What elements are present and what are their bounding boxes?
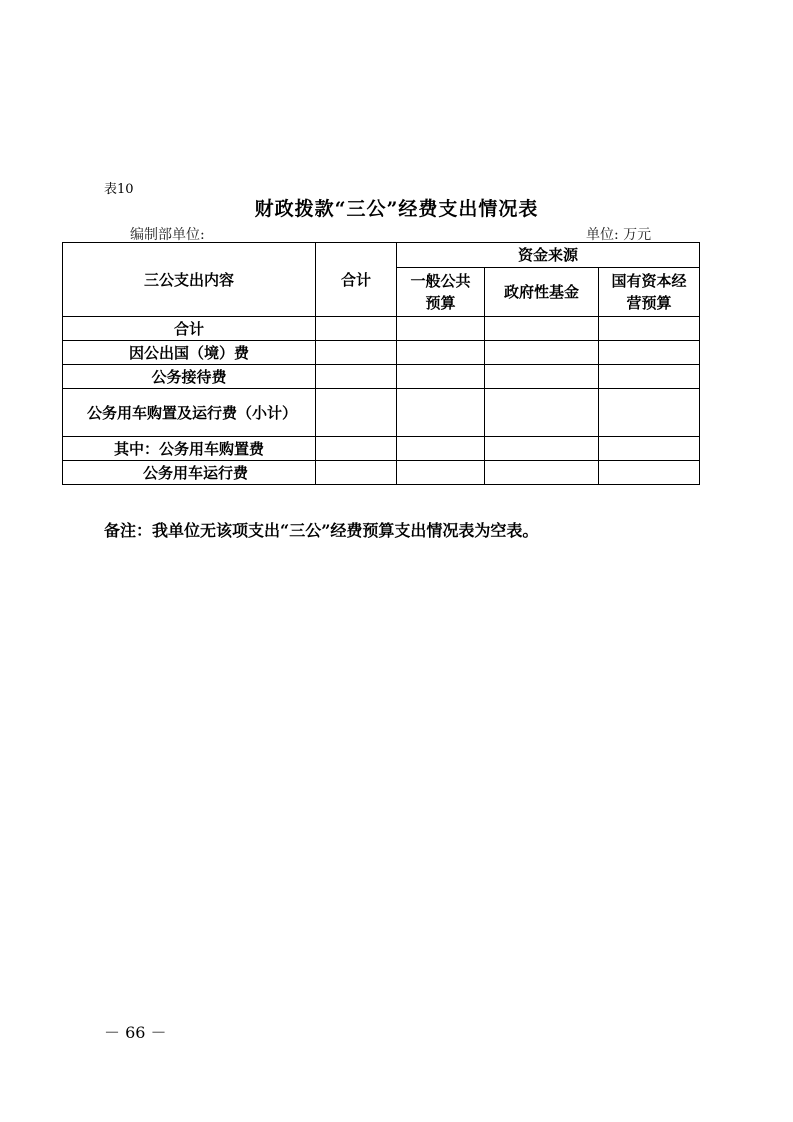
row-label: 公务接待费 — [63, 365, 316, 389]
document-title: 财政拨款“三公”经费支出情况表 — [254, 198, 539, 220]
table-row — [63, 341, 700, 365]
page-number: － 66 － — [104, 1023, 167, 1042]
unit-label: 单位: 万元 — [586, 227, 652, 243]
row-label: 因公出国（境）费 — [63, 341, 316, 365]
remark: 备注：我单位无该项支出“三公”经费预算支出情况表为空表。 — [104, 521, 539, 540]
header-gov-fund: 政府性基金 — [485, 268, 599, 317]
header-content: 三公支出内容 — [63, 243, 316, 317]
table-row — [63, 461, 700, 485]
table-row — [63, 365, 700, 389]
table-row — [63, 437, 700, 461]
expense-table — [62, 242, 700, 485]
row-label: 公务用车运行费 — [63, 461, 316, 485]
row-label: 其中：公务用车购置费 — [63, 437, 316, 461]
table-row — [63, 317, 700, 341]
row-label: 公务用车购置及运行费（小计） — [63, 389, 316, 437]
table-row — [63, 389, 700, 437]
header-state-capital: 国有资本经营预算 — [599, 268, 700, 317]
header-source: 资金来源 — [397, 243, 700, 268]
header-total: 合计 — [316, 243, 397, 317]
row-label: 合计 — [63, 317, 316, 341]
prepared-by-label: 编制部单位: — [130, 227, 205, 243]
header-general-budget: 一般公共预算 — [397, 268, 485, 317]
table-number: 表10 — [104, 182, 134, 197]
header-row — [63, 243, 700, 268]
